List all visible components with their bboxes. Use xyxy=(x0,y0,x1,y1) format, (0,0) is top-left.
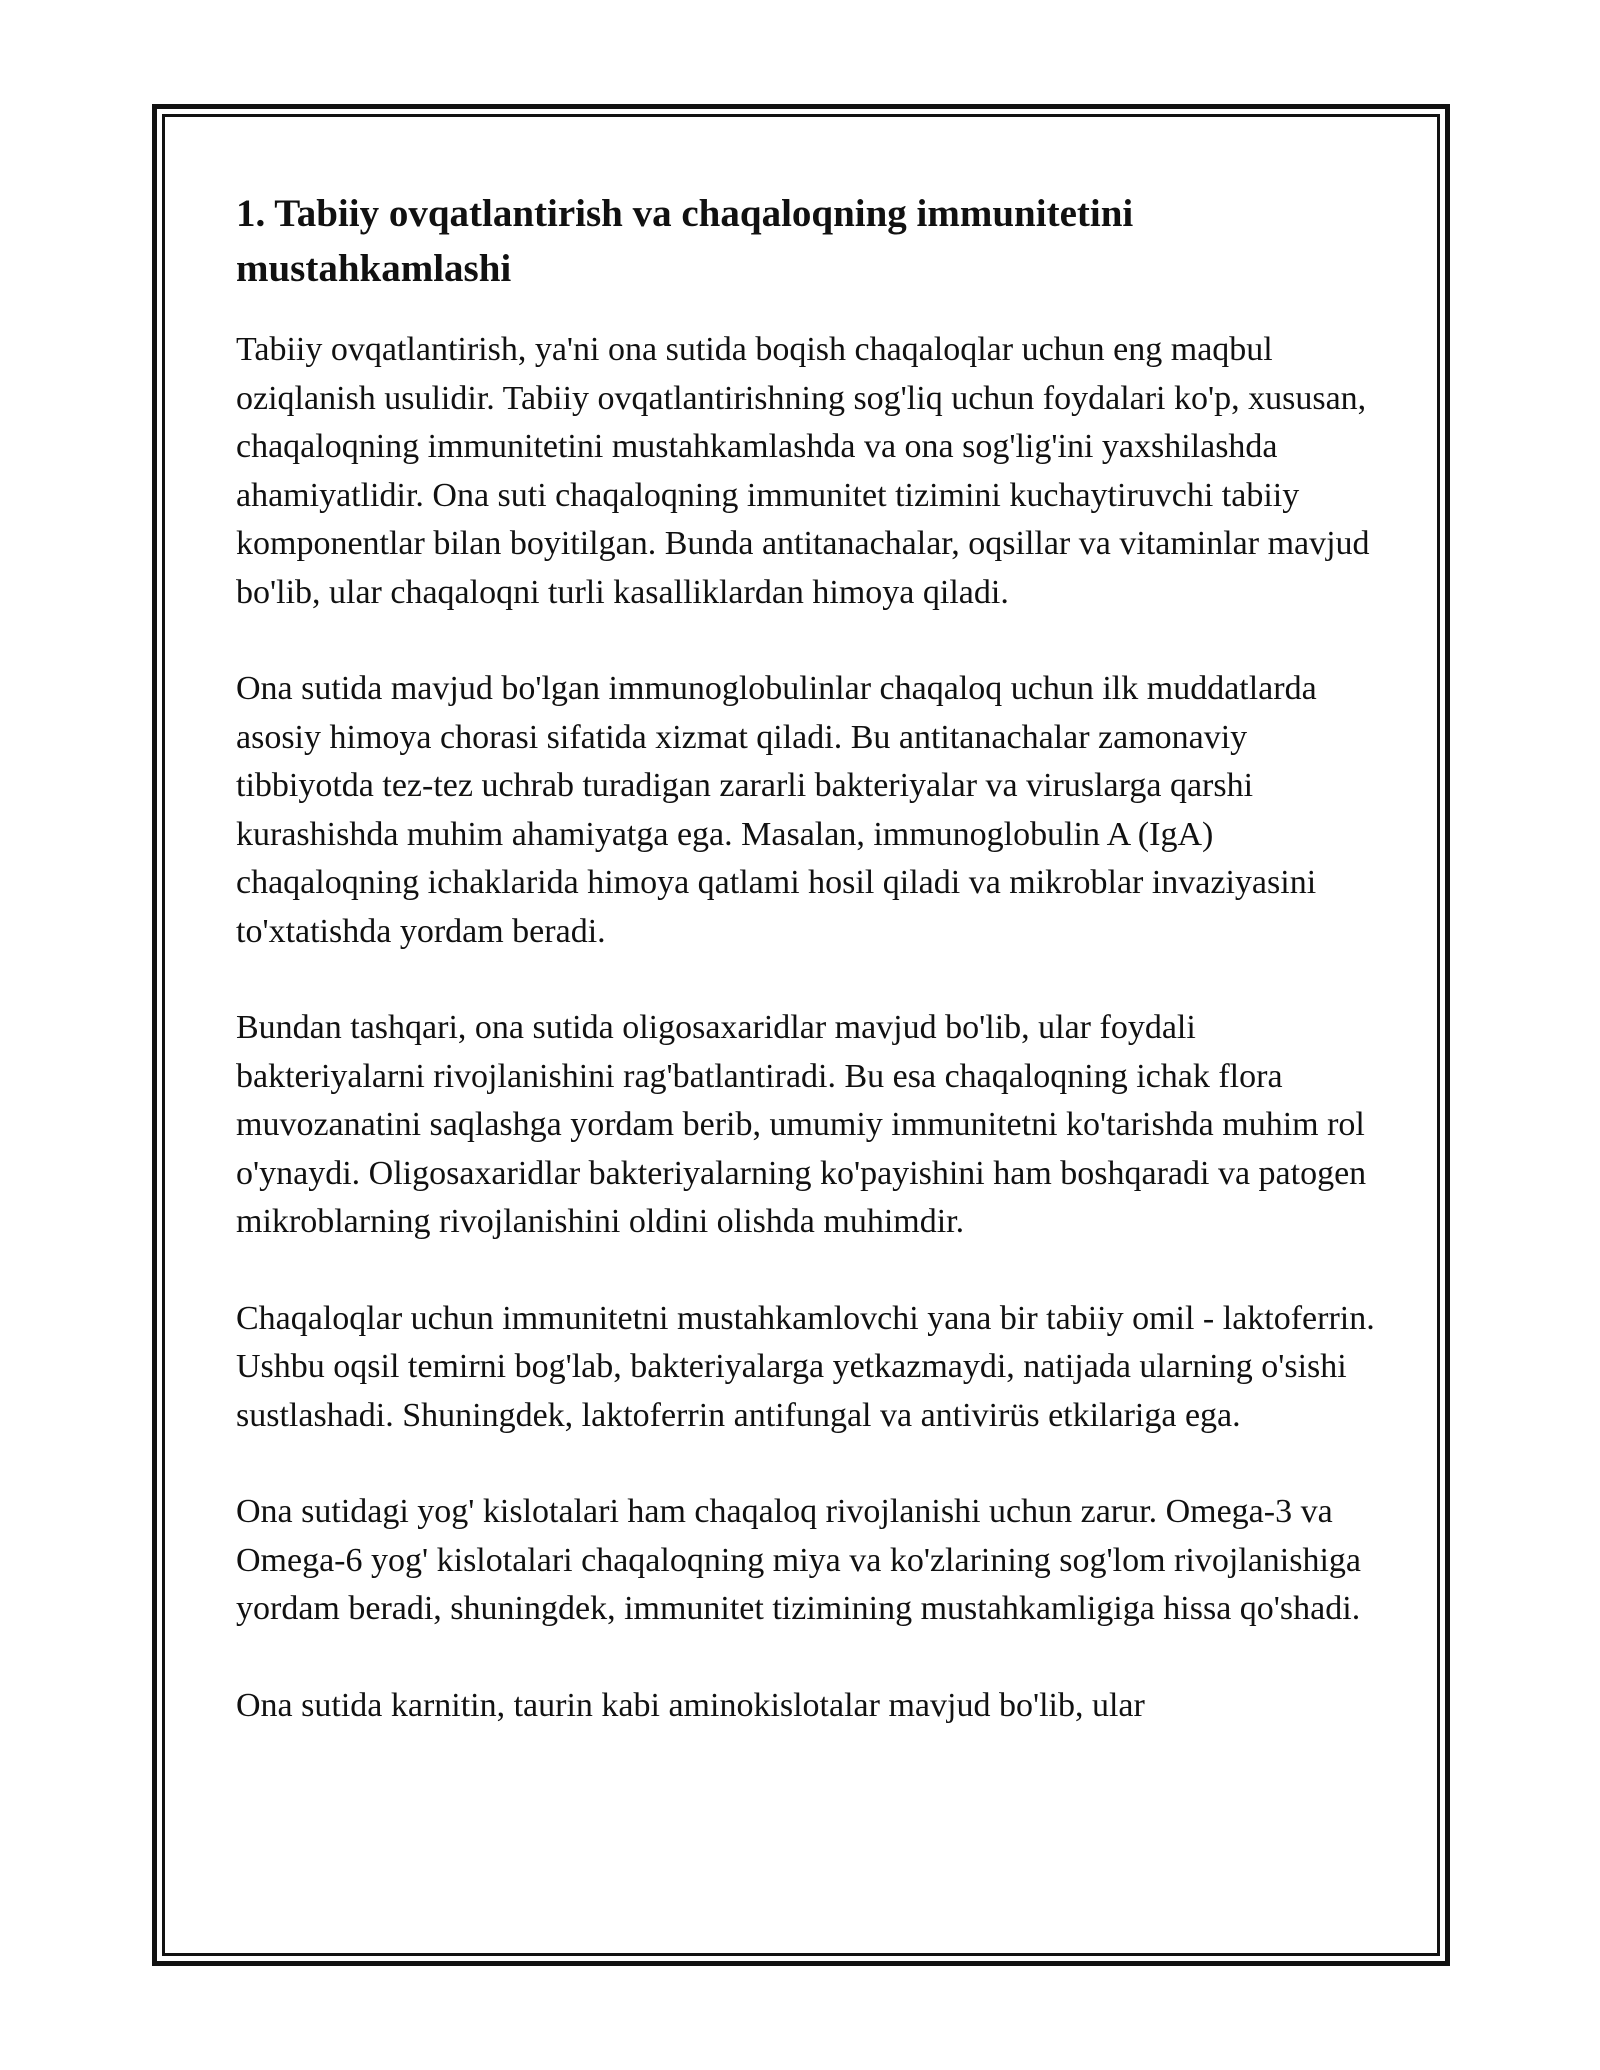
paragraph: Tabiiy ovqatlantirish, ya'ni ona sutida boqish chaqaloqlar uchun eng maqbul oziqlanish usulidir. Tabiiy ovqatlantirishning sog'liq uchun foydalari ko'p, xususan, chaqaloqning immunitetini mustahkamlashda va ona sog'lig'ini yaxshilashda ahamiyatlidir. Ona suti chaqaloqning immunitet tizimini kuchaytiruvchi tabiiy komponentlar bilan boyitilgan. Bunda antitanachalar, oqsillar va vitaminlar mavjud bo'lib, ular chaqaloqni turli kasalliklardan himoya qiladi. xyxy=(236,331,1370,611)
section-heading: 1. Tabiiy ovqatlantirish va chaqaloqning immunitetini mustahkamlashi xyxy=(236,192,1134,290)
paragraph: Bundan tashqari, ona sutida oligosaxaridlar mavjud bo'lib, ular foydali bakteriyalarni rivojlanishini rag'batlantiradi. Bu esa chaqaloqning ichak flora muvozanatini saqlashga yordam berib, umumiy immunitetni ko'tarishda muhim rol o'ynaydi. Oligosaxaridlar bakteriyalarning ko'payishini ham boshqaradi va patogen mikroblarning rivojlanishini oldini olishda muhimdir. xyxy=(236,1009,1367,1240)
document-body xyxy=(236,186,1376,1778)
paragraph: Ona sutidagi yog' kislotalari ham chaqaloq rivojlanishi uchun zarur. Omega-3 va Omega-6 yog' kislotalari chaqaloqning miya va ko'zlarining sog'lom rivojlanishiga yordam beradi, shuningdek, immunitet tizimining mustahkamligiga hissa qo'shadi. xyxy=(236,1493,1362,1627)
paragraph: Ona sutida mavjud bo'lgan immunoglobulinlar chaqaloq uchun ilk muddatlarda asosiy himoya chorasi sifatida xizmat qiladi. Bu antitanachalar zamonaviy tibbiyotda tez-tez uchrab turadigan zararli bakteriyalar va viruslarga qarshi kurashishda muhim ahamiyatga ega. Masalan, immunoglobulin A (IgA) chaqaloqning ichaklarida himoya qatlami hosil qiladi va mikroblar invaziyasini to'xtatishda yordam beradi. xyxy=(236,670,1317,950)
paragraph: Ona sutida karnitin, taurin kabi aminokislotalar mavjud bo'lib, ular xyxy=(236,1686,1145,1724)
paragraph: Chaqaloqlar uchun immunitetni mustahkamlovchi yana bir tabiiy omil - laktoferrin. Ushbu oqsil temirni bog'lab, bakteriyalarga yetkazmaydi, natijada ularning o'sishi sustlashadi. Shuningdek, laktoferrin antifungal va antivirüs etkilariga ega. xyxy=(236,1299,1375,1434)
